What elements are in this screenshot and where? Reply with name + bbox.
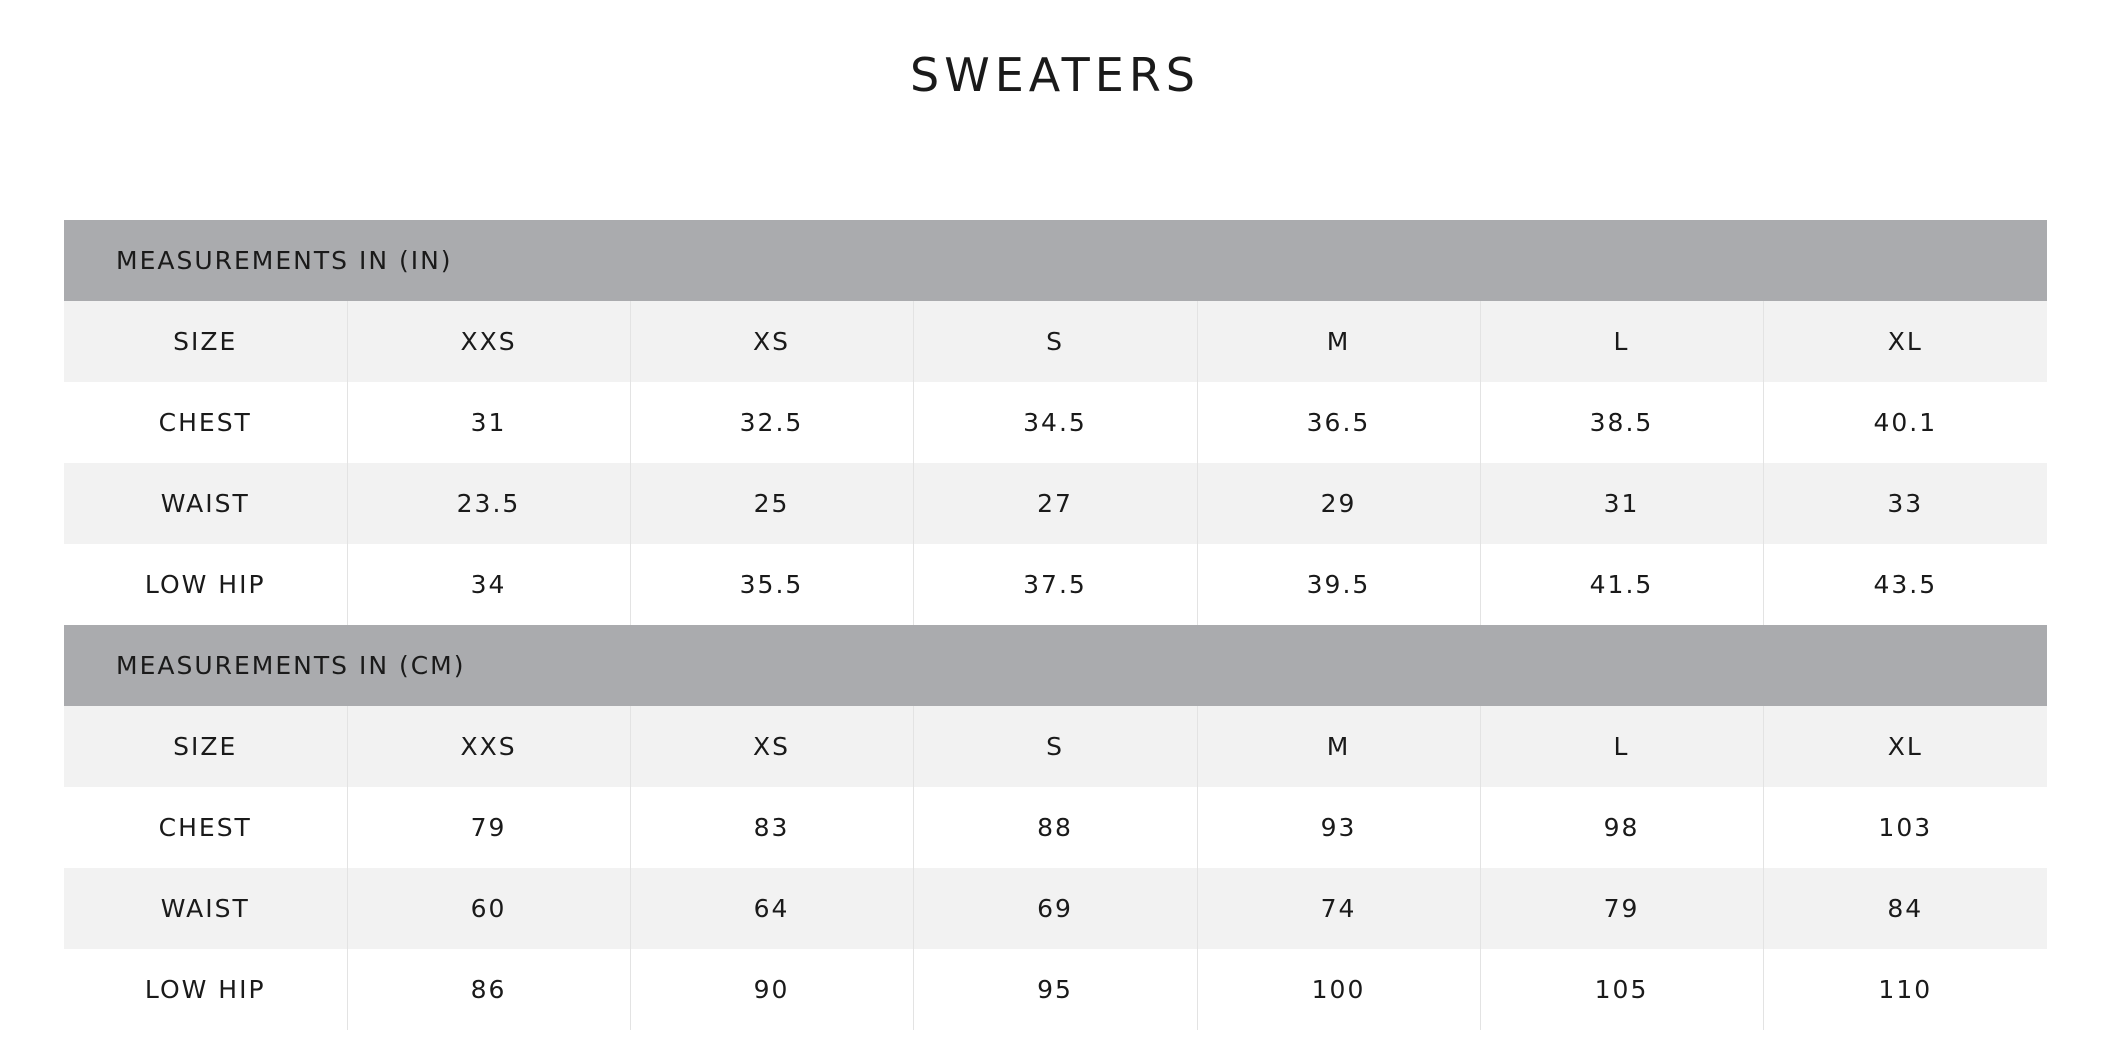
row-label: CHEST — [64, 787, 347, 868]
table-cell: 93 — [1197, 787, 1480, 868]
table-cell: S — [913, 706, 1197, 787]
table-cell: 74 — [1197, 868, 1480, 949]
table-cell: L — [1480, 301, 1763, 382]
table-cell: 27 — [913, 463, 1197, 544]
table-cell: 39.5 — [1197, 544, 1480, 625]
row-label: WAIST — [64, 463, 347, 544]
row-label: CHEST — [64, 382, 347, 463]
row-label: LOW HIP — [64, 544, 347, 625]
table-cell: 40.1 — [1763, 382, 2047, 463]
table-cell: 110 — [1763, 949, 2047, 1030]
size-row — [64, 301, 2047, 382]
table-cell: 100 — [1197, 949, 1480, 1030]
table-cell: XS — [630, 301, 913, 382]
table-cell: 31 — [347, 382, 630, 463]
table-cell: 64 — [630, 868, 913, 949]
table-cell: S — [913, 301, 1197, 382]
table-cell: 88 — [913, 787, 1197, 868]
table-cell: 38.5 — [1480, 382, 1763, 463]
table-cell: 31 — [1480, 463, 1763, 544]
table-cell: L — [1480, 706, 1763, 787]
chest-row — [64, 787, 2047, 868]
table-cell: 105 — [1480, 949, 1763, 1030]
table-cell: 86 — [347, 949, 630, 1030]
table-cell: 79 — [347, 787, 630, 868]
table-cell: 69 — [913, 868, 1197, 949]
row-label: LOW HIP — [64, 949, 347, 1030]
table-cell: XXS — [347, 301, 630, 382]
table-cell: XL — [1763, 301, 2047, 382]
row-label: SIZE — [64, 706, 347, 787]
table-cell: M — [1197, 706, 1480, 787]
table-cell: 98 — [1480, 787, 1763, 868]
chest-row — [64, 382, 2047, 463]
table-cell: 95 — [913, 949, 1197, 1030]
table-cell: XS — [630, 706, 913, 787]
table-cell: 37.5 — [913, 544, 1197, 625]
waist-row — [64, 463, 2047, 544]
table-cell: 33 — [1763, 463, 2047, 544]
section-header-centimeters — [64, 625, 2047, 706]
table-cell: 79 — [1480, 868, 1763, 949]
table-cell: 43.5 — [1763, 544, 2047, 625]
table-cell: 83 — [630, 787, 913, 868]
size-chart-table — [64, 220, 2047, 1030]
table-cell: 29 — [1197, 463, 1480, 544]
table-cell: 90 — [630, 949, 913, 1030]
section-header-inches — [64, 220, 2047, 301]
table-cell: 60 — [347, 868, 630, 949]
table-cell: 34 — [347, 544, 630, 625]
waist-row — [64, 868, 2047, 949]
table-cell: 84 — [1763, 868, 2047, 949]
table-cell: 103 — [1763, 787, 2047, 868]
low-hip-row — [64, 544, 2047, 625]
table-cell: 23.5 — [347, 463, 630, 544]
table-cell: M — [1197, 301, 1480, 382]
low-hip-row — [64, 949, 2047, 1030]
section-heading: MEASUREMENTS IN (CM) — [64, 625, 2047, 706]
table-cell: 35.5 — [630, 544, 913, 625]
table-cell: 32.5 — [630, 382, 913, 463]
table-cell: 41.5 — [1480, 544, 1763, 625]
table-cell: 25 — [630, 463, 913, 544]
table-cell: 36.5 — [1197, 382, 1480, 463]
table-cell: XXS — [347, 706, 630, 787]
page-title: SWEATERS — [910, 47, 1200, 102]
table-cell: 34.5 — [913, 382, 1197, 463]
section-heading: MEASUREMENTS IN (IN) — [64, 220, 2047, 301]
table-cell: XL — [1763, 706, 2047, 787]
size-row — [64, 706, 2047, 787]
row-label: WAIST — [64, 868, 347, 949]
row-label: SIZE — [64, 301, 347, 382]
